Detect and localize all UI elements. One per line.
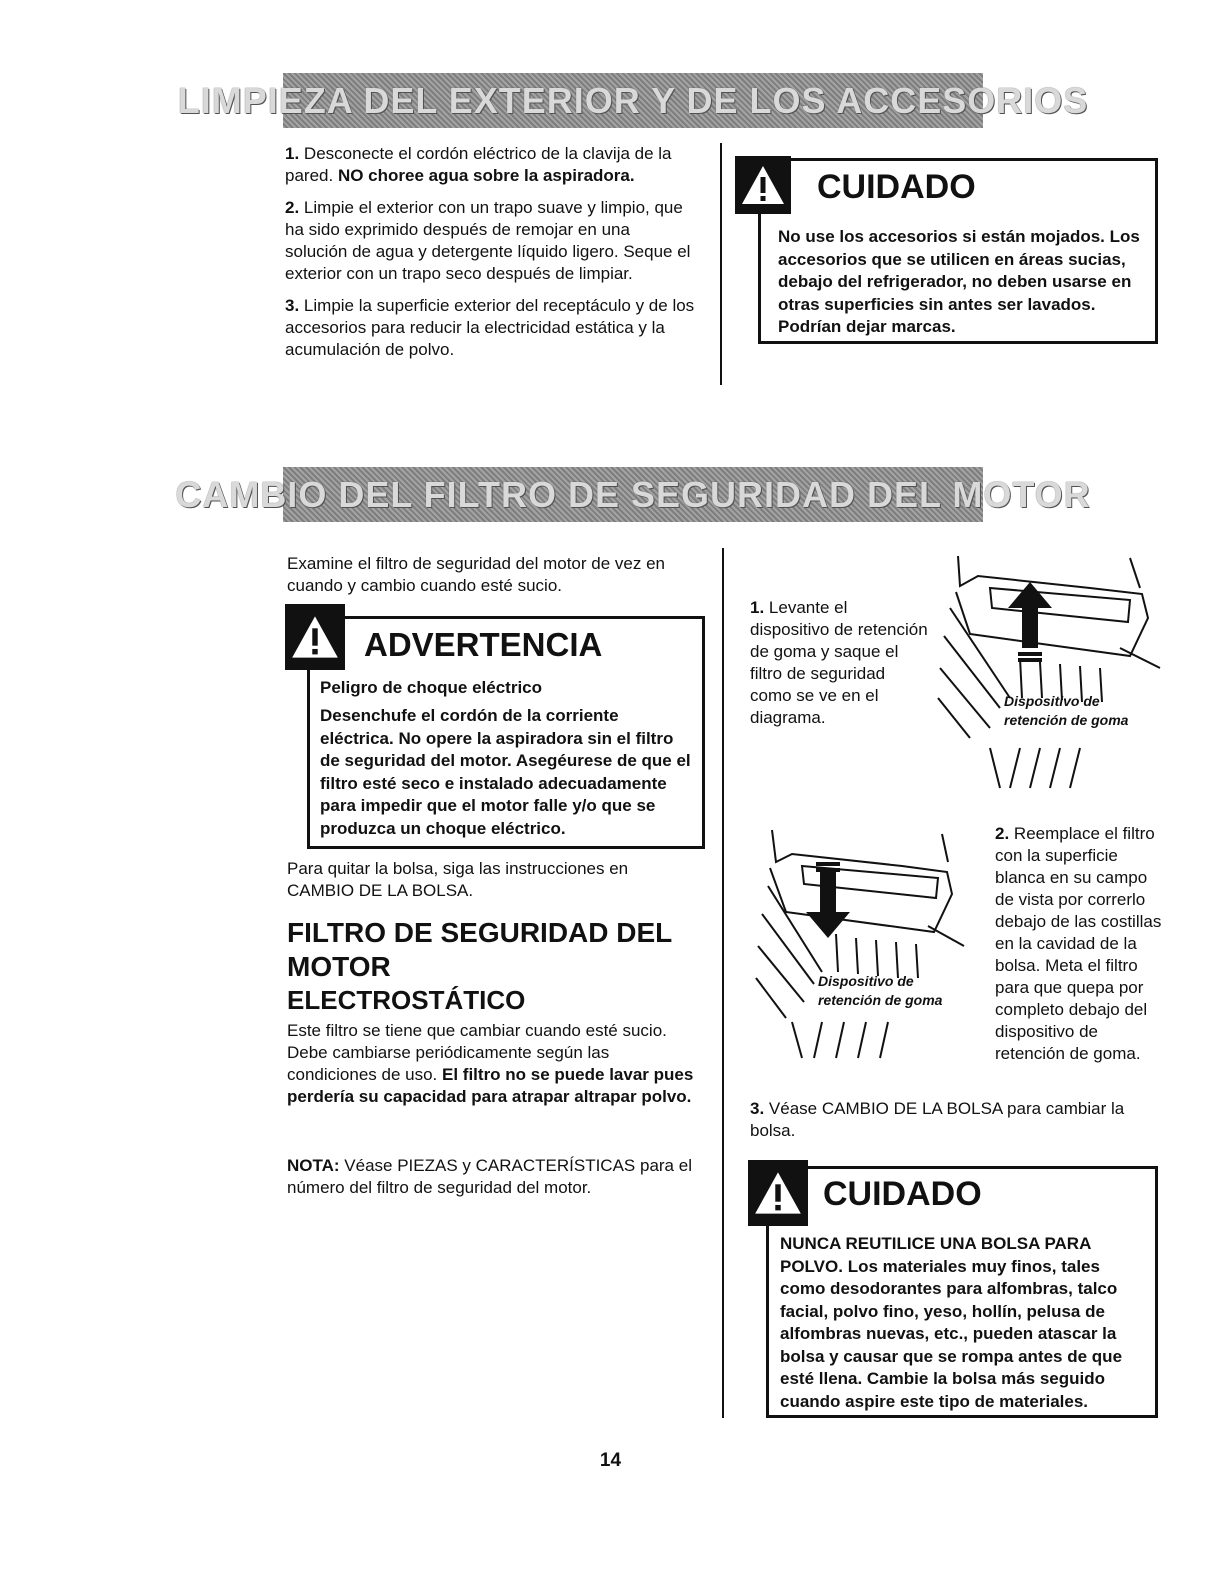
filter-heading-line3: ELECTROSTÁTICO <box>287 985 526 1015</box>
illustration-caption-line1: Dispositivo de <box>1004 693 1100 709</box>
filter-heading-line2: MOTOR <box>287 951 391 982</box>
filter-step-2: 2. Reemplace el filtro con la superficie blanca en su campo de vista por correrlo debajo de las costillas en la cavidad de la bolsa. Meta el filtro para que quepa por completo debajo del dispositivo de retención de goma. <box>995 824 1162 1063</box>
filter-insert-illustration <box>752 822 977 1062</box>
cleaning-steps <box>285 143 695 371</box>
warning-triangle-icon <box>735 156 791 214</box>
section-banner-filter <box>175 467 1091 522</box>
warning-subtitle: Peligro de choque eléctrico <box>320 678 543 697</box>
page-number: 14 <box>599 1450 622 1471</box>
bag-instructions: Para quitar la bolsa, siga las instrucciones en CAMBIO DE LA BOLSA. <box>287 859 629 900</box>
filter-note: NOTA: Véase PIEZAS y CARACTERÍSTICAS para el número del filtro de seguridad del motor. <box>287 1156 692 1197</box>
cleaning-step-2: 2. Limpie el exterior con un trapo suave y limpio, que ha sido exprimido después de remojar en una solución de agua y detergente líquido ligero. Seque el exterior con un trapo seco después de limpiar. <box>285 198 691 283</box>
illustration-caption-line1: Dispositivo de <box>818 973 914 989</box>
cleaning-step-1: 1. Desconecte el cordón eléctrico de la clavija de la pared. NO choree agua sobre la aspiradora. <box>285 144 672 185</box>
cleaning-step-3: 3. Limpie la superficie exterior del receptáculo y de los accesorios para reducir la electricidad estática y la acumulación de polvo. <box>285 296 695 359</box>
illustration-caption-line2: retención de goma <box>818 992 943 1008</box>
illustration-caption-line2: retención de goma <box>1004 712 1129 728</box>
warning-title: ADVERTENCIA <box>364 626 603 663</box>
warning-triangle-icon <box>285 604 345 670</box>
caution-title: CUIDADO <box>823 1175 982 1213</box>
banner-title: CAMBIO DEL FILTRO DE SEGURIDAD DEL MOTOR <box>175 473 1091 515</box>
caution-body: NUNCA REUTILICE UNA BOLSA PARA POLVO. Los materiales muy finos, tales como desodorantes para alfombras, talco facial, polvo fino, yeso, hollín, pelusa de alfombras nuevas, etc., pueden atascar la bolsa y causar que se rompa antes de que esté llena. Cambie la bolsa más seguido cuando aspire este tipo de materiales. <box>780 1234 1123 1411</box>
warning-triangle-icon <box>748 1160 808 1226</box>
caution-title: CUIDADO <box>817 168 976 206</box>
filter-description: Este filtro se tiene que cambiar cuando esté sucio. Debe cambiarse periódicamente según las condiciones de uso. El filtro no se puede lavar pues perdería su capacidad para atrapar altrapar polvo. <box>287 1021 694 1106</box>
filter-heading-line1: FILTRO DE SEGURIDAD DEL <box>287 917 673 948</box>
filter-step-1: 1. Levante el dispositivo de retención de goma y saque el filtro de seguridad como se ve en el diagrama. <box>750 598 928 727</box>
warning-body: Desenchufe el cordón de la corriente eléctrica. No opere la aspiradora sin el filtro de seguridad del motor. Asegéurese de que el filtro esté seco e instalado adecuadamente para impedir que el motor falle y/o que se produzca un choque eléctrico. <box>320 706 691 838</box>
filter-intro: Examine el filtro de seguridad del motor de vez en cuando y cambio cuando esté sucio. <box>287 554 665 595</box>
filter-removal-illustration <box>930 548 1170 798</box>
filter-step-3: 3. Véase CAMBIO DE LA BOLSA para cambiar la bolsa. <box>750 1099 1125 1140</box>
column-divider <box>722 548 724 1418</box>
caution-body: No use los accesorios si están mojados. Los accesorios que se utilicen en áreas sucias, debajo del refrigerador, no deben usarse en otras superficies sin antes ser lavados. Podrían dejar marcas. <box>778 227 1140 336</box>
column-divider <box>720 143 722 385</box>
section-banner-cleaning <box>177 73 1089 128</box>
banner-title: LIMPIEZA DEL EXTERIOR Y DE LOS ACCESORIOS <box>177 79 1089 121</box>
